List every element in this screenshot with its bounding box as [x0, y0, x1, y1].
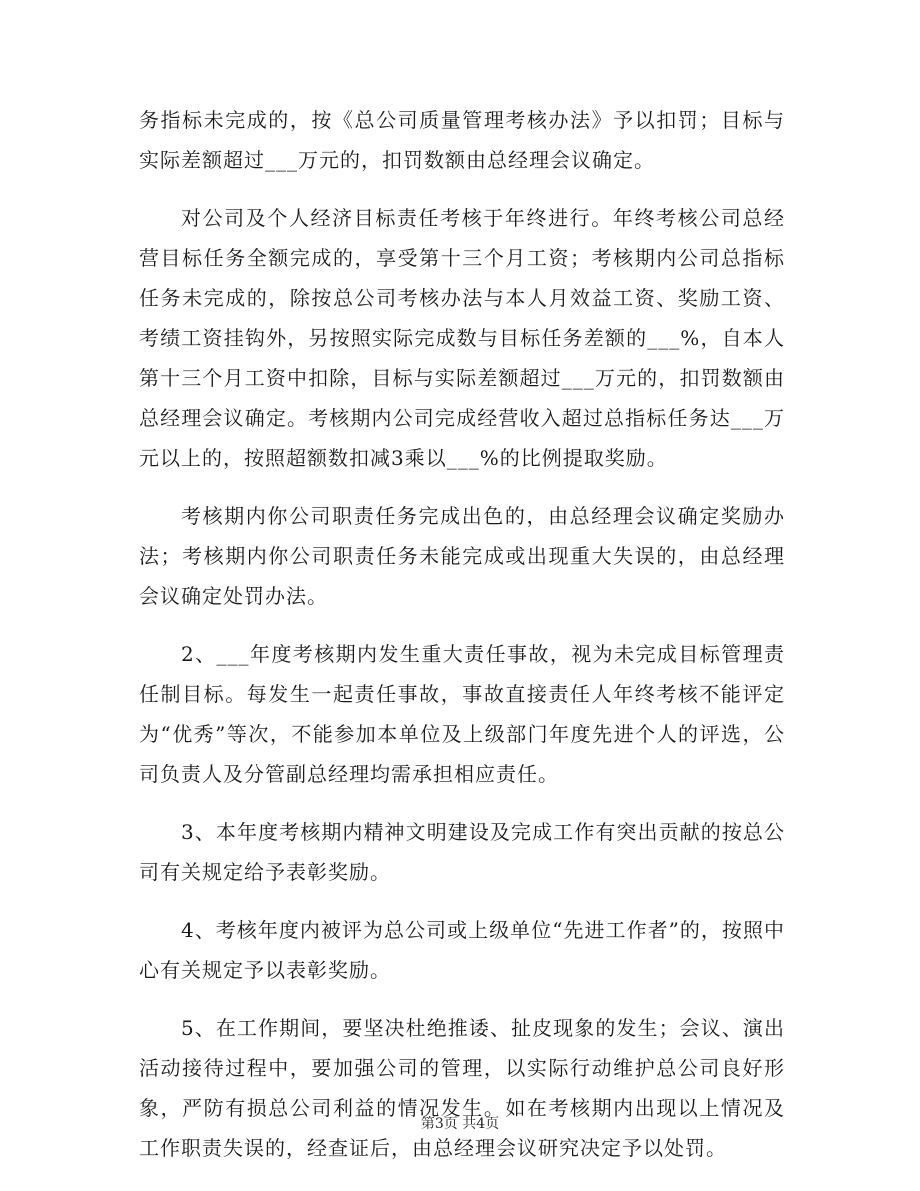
document-body	[139, 100, 785, 1186]
paragraph-1: 务指标未完成的，按《总公司质量管理考核办法》予以扣罚；目标与实际差额超过___万元的，扣罚数额由总经理会议确定。	[139, 108, 785, 172]
paragraph-6: 4、考核年度内被评为总公司或上级单位“先进工作者”的，按照中心有关规定予以表彰奖励。	[139, 918, 785, 982]
page-footer: 第3页 共4页	[420, 1116, 500, 1132]
paragraph-4: 2、___年度考核期内发生重大责任事故，视为未完成目标管理责任制目标。每发生一起责任事故，事故直接责任人年终考核不能评定为“优秀”等次，不能参加本单位及上级部门年度先进个人的评选，公司负责人及分管副总经理均需承担相应责任。	[139, 642, 785, 786]
paragraph-7: 5、在工作期间，要坚决杜绝推诿、扯皮现象的发生；会议、演出活动接待过程中，要加强公司的管理，以实际行动维护总公司良好形象，严防有损总公司利益的情况发生。如在考核期内出现以上情况及工作职责失误的，经查证后，由总经理会议研究决定予以处罚。	[139, 1016, 785, 1160]
paragraph-5: 3、本年度考核期内精神文明建设及完成工作有突出贡献的按总公司有关规定给予表彰奖励。	[139, 820, 785, 884]
paragraph-2: 对公司及个人经济目标责任考核于年终进行。年终考核公司总经营目标任务全额完成的，享受第十三个月工资；考核期内公司总指标任务未完成的，除按总公司考核办法与本人月效益工资、奖励工资、考绩工资挂钩外，另按照实际完成数与目标任务差额的___%，自本人第十三个月工资中扣除，目标与实际差额超过___万元的，扣罚数额由总经理会议确定。考核期内公司完成经营收入超过总指标任务达___万元以上的，按照超额数扣减3乘以___%的比例提取奖励。	[139, 206, 785, 470]
paragraph-3: 考核期内你公司职责任务完成出色的，由总经理会议确定奖励办法；考核期内你公司职责任务未能完成或出现重大失误的，由总经理会议确定处罚办法。	[139, 504, 785, 608]
